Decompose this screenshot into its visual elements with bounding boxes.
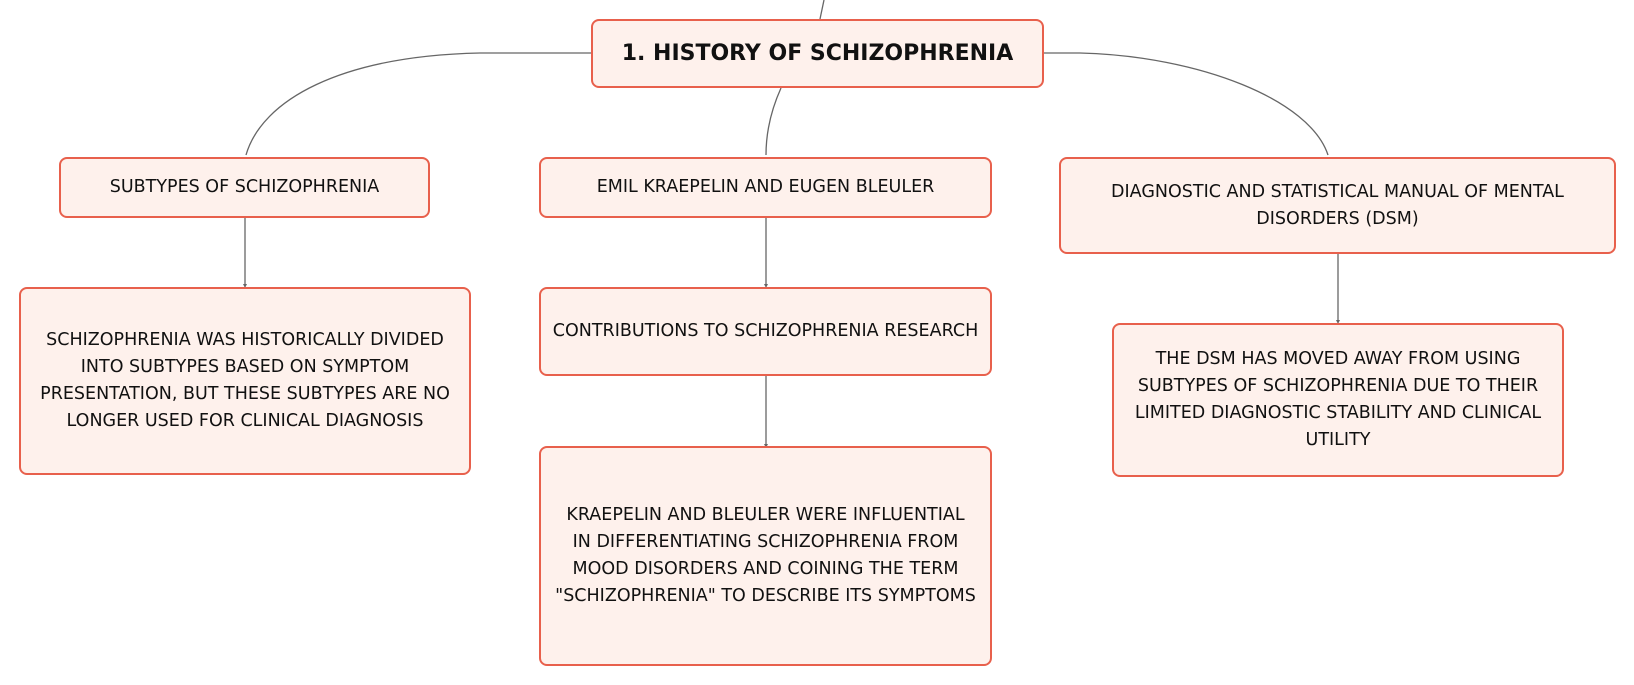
root-topic-label: 1. HISTORY OF SCHIZOPHRENIA: [621, 41, 1014, 66]
connector-root-to-kraepelin: [766, 88, 781, 155]
kraepelin-bleuler-detail-text: KRAEPELIN AND BLEULER WERE INFLUENTIAL IN DIFFERENTIATING SCHIZOPHRENIA FROM MOOD DISORDERS AND COINING THE TERM "SCHIZOPHRENIA" TO DESCRIBE ITS SYMPTOMS: [555, 505, 976, 606]
dsm-detail-node[interactable]: [1112, 323, 1564, 477]
contributions-topic-node[interactable]: [539, 287, 992, 376]
root-topic-node[interactable]: [591, 19, 1044, 88]
kraepelin-bleuler-topic-node[interactable]: [539, 157, 992, 218]
dsm-detail-text: THE DSM HAS MOVED AWAY FROM USING SUBTYPES OF SCHIZOPHRENIA DUE TO THEIR LIMITED DIAGNOSTIC STABILITY AND CLINICAL UTILITY: [1134, 349, 1542, 450]
kraepelin-bleuler-detail-node[interactable]: [539, 446, 992, 666]
subtypes-detail-text: SCHIZOPHRENIA WAS HISTORICALLY DIVIDED INTO SUBTYPES BASED ON SYMPTOM PRESENTATION, BUT THESE SUBTYPES ARE NO LONGER USED FOR CLINICAL DIAGNOSIS: [40, 330, 450, 431]
subtypes-topic-node[interactable]: [59, 157, 430, 218]
subtypes-detail-node[interactable]: [19, 287, 471, 475]
connector-root-to-dsm: [1042, 53, 1328, 155]
connector-parent-to-root: [820, 0, 824, 19]
connector-root-to-subtypes: [246, 53, 591, 155]
dsm-topic-node[interactable]: [1059, 157, 1616, 254]
subtypes-topic-label: SUBTYPES OF SCHIZOPHRENIA: [109, 177, 380, 197]
dsm-topic-label: DIAGNOSTIC AND STATISTICAL MANUAL OF MENTAL DISORDERS (DSM): [1111, 181, 1564, 229]
kraepelin-bleuler-topic-label: EMIL KRAEPELIN AND EUGEN BLEULER: [596, 177, 935, 197]
contributions-topic-label: CONTRIBUTIONS TO SCHIZOPHRENIA RESEARCH: [552, 321, 979, 341]
